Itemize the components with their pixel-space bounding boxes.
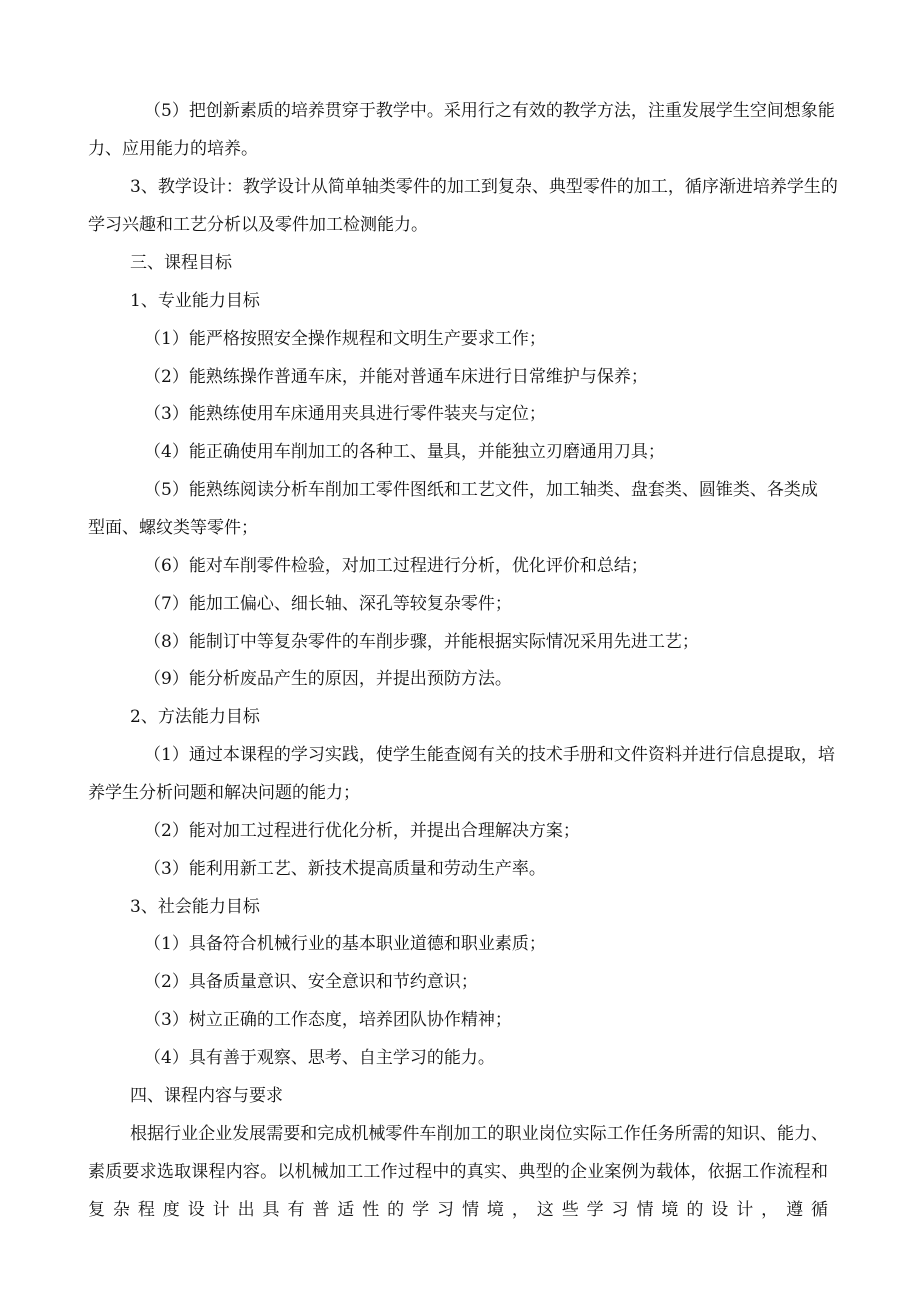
- list-item: （4）能正确使用车削加工的各种工、量具，并能独立刃磨通用刀具；: [144, 442, 665, 462]
- list-item: （2）能对加工过程进行优化分析，并提出合理解决方案；: [144, 821, 580, 841]
- list-item: （1）能严格按照安全操作规程和文明生产要求工作；: [144, 329, 546, 349]
- text-line: （5）把创新素质的培养贯穿于教学中。采用行之有效的教学方法，注重发展学生空间想象能: [144, 101, 835, 121]
- text-line: 3、教学设计：教学设计从简单轴类零件的加工到复杂、典型零件的加工，循序渐进培养学生的: [130, 177, 838, 197]
- list-item: （7）能加工偏心、细长轴、深孔等较复杂零件；: [144, 594, 512, 614]
- subsection-heading: 2、方法能力目标: [130, 707, 260, 727]
- text-line: 学习兴趣和工艺分析以及零件加工检测能力。: [88, 215, 428, 235]
- text-line: 力、应用能力的培养。: [88, 139, 258, 159]
- list-item: （3）树立正确的工作态度，培养团队协作精神；: [144, 1010, 512, 1030]
- text-line: 根据行业企业发展需要和完成机械零件车削加工的职业岗位实际工作任务所需的知识、能力、: [130, 1124, 828, 1144]
- list-item: （8）能制订中等复杂零件的车削步骤，并能根据实际情况采用先进工艺；: [144, 632, 699, 652]
- list-item: （5）能熟练阅读分析车削加工零件图纸和工艺文件，加工轴类、盘套类、圆锥类、各类成: [144, 480, 818, 500]
- list-item: （2）能熟练操作普通车床，并能对普通车床进行日常维护与保养；: [144, 367, 648, 387]
- list-item: （3）能熟练使用车床通用夹具进行零件装夹与定位；: [144, 404, 546, 424]
- list-item: （1）通过本课程的学习实践，使学生能查阅有关的技术手册和文件资料并进行信息提取，培: [144, 745, 835, 765]
- subsection-heading: 3、社会能力目标: [130, 897, 260, 917]
- list-item: （1）具备符合机械行业的基本职业道德和职业素质；: [144, 934, 546, 954]
- section-heading: 四、课程内容与要求: [130, 1086, 283, 1106]
- text-line: 素质要求选取课程内容。以机械加工工作过程中的真实、典型的企业案例为载体，依据工作流程和: [88, 1162, 828, 1182]
- list-item-continuation: 养学生分析问题和解决问题的能力；: [88, 783, 360, 803]
- list-item-continuation: 型面、螺纹类等零件；: [88, 518, 258, 538]
- subsection-heading: 1、专业能力目标: [130, 291, 260, 311]
- list-item: （9）能分析废品产生的原因，并提出预防方法。: [144, 669, 512, 689]
- list-item: （3）能利用新工艺、新技术提高质量和劳动生产率。: [144, 859, 546, 879]
- text-line: 复杂程度设计出具有普适性的学习情境，这些学习情境的设计，遵循: [88, 1200, 828, 1220]
- list-item: （6）能对车削零件检验，对加工过程进行分析，优化评价和总结；: [144, 556, 648, 576]
- section-heading: 三、课程目标: [130, 253, 232, 273]
- list-item: （2）具备质量意识、安全意识和节约意识；: [144, 972, 478, 992]
- list-item: （4）具有善于观察、思考、自主学习的能力。: [144, 1048, 495, 1068]
